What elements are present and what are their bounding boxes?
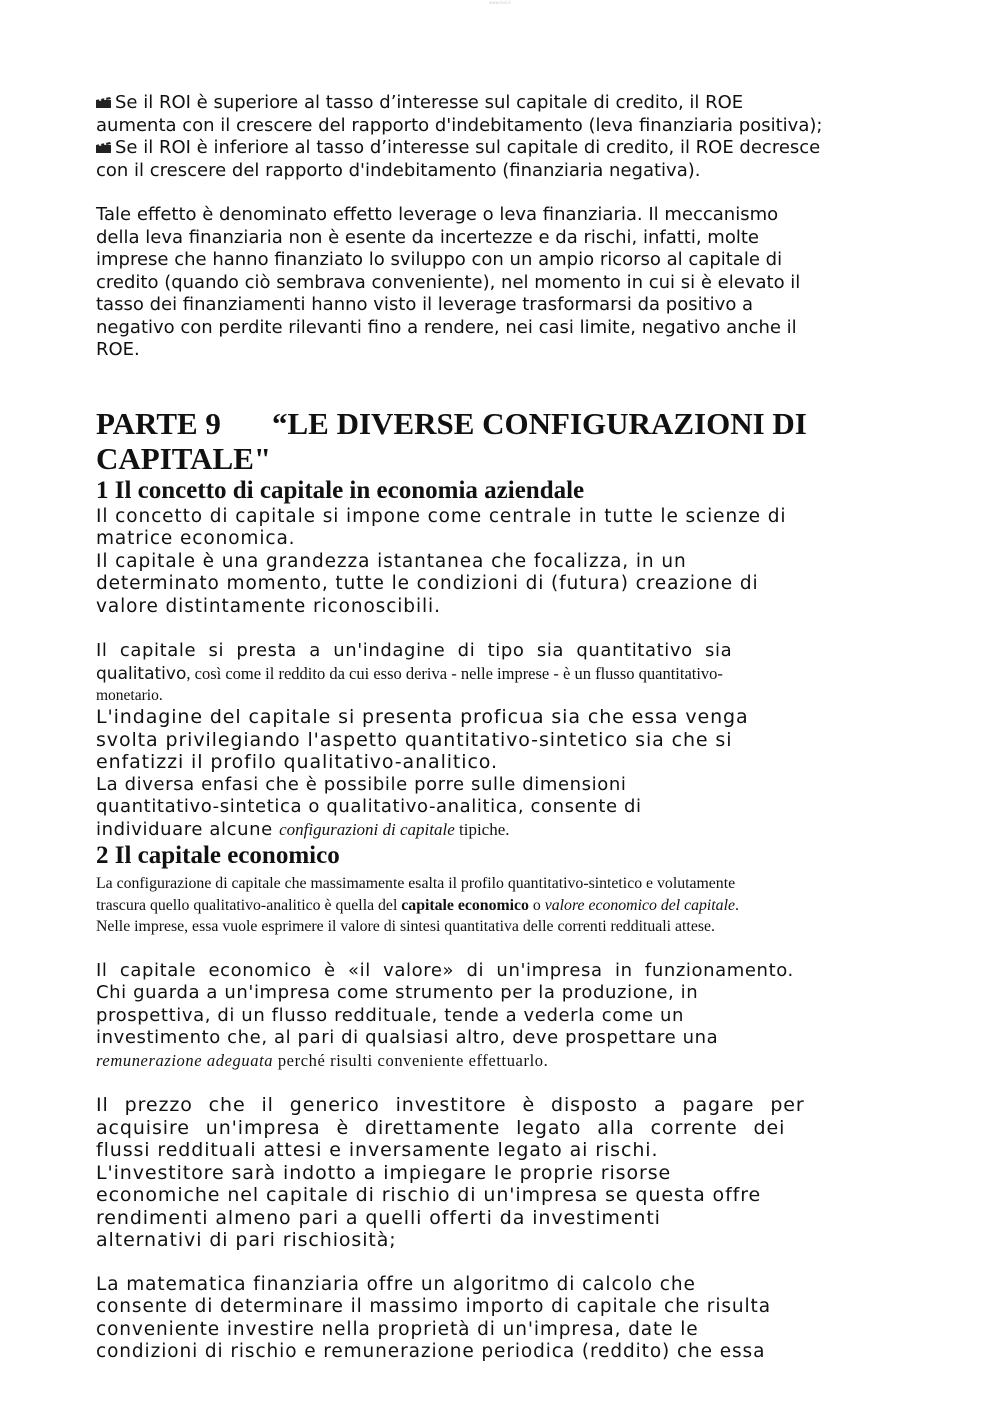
part-title-text: “LE DIVERSE CONFIGURAZIONI DI xyxy=(272,405,807,441)
part-title xyxy=(96,406,926,476)
text-line: L'indagine del capitale si presenta proficua sia che essa venga xyxy=(96,706,749,728)
bullet-text: con il crescere del rapporto d'indebitamento (finanziaria negativa). xyxy=(96,159,701,181)
text-line: rendimenti almeno pari a quelli offerti da investimenti xyxy=(96,1206,661,1229)
text-line: valore distintamente riconoscibili. xyxy=(96,595,441,617)
section-title: 1 Il concetto di capitale in economia aziendale xyxy=(96,476,585,504)
section2-paragraph-e xyxy=(96,1094,926,1252)
text-line: La configurazione di capitale che massimamente esalta il profilo quantitativo-sintetico e volutamente xyxy=(96,875,736,892)
text-line: Il capitale è una grandezza istantanea che focalizza, in un xyxy=(96,550,687,572)
bullet-item xyxy=(96,92,926,137)
text-fragment: tipiche. xyxy=(454,819,510,839)
text-line: tasso dei finanziamenti hanno visto il leverage trasformarsi da positivo a xyxy=(96,294,754,315)
page-header-mark: www.tesi.it xyxy=(489,0,511,5)
text-line: Il concetto di capitale si impone come centrale in tutte le scienze di xyxy=(96,505,787,527)
section1-paragraph-a xyxy=(96,506,926,619)
text-line xyxy=(96,1050,926,1073)
text-fragment: remunerazione adeguata xyxy=(96,1050,274,1070)
section2-intro xyxy=(96,873,926,938)
document-body xyxy=(96,92,926,1364)
text-fragment: trascura quello qualitativo-analitico è quella del xyxy=(96,896,402,914)
text-line: L'investitore sarà indotto a impiegare le proprie risorse xyxy=(96,1161,672,1184)
section-title: 2 Il capitale economico xyxy=(96,842,340,869)
text-fragment: perché risulti conveniente effettuarlo. xyxy=(273,1050,549,1070)
text-line xyxy=(96,895,926,917)
text-line: Il capitale si presta a un'indagine di tipo sia quantitativo sia xyxy=(96,640,733,661)
text-line: imprese che hanno finanziato lo sviluppo con un ampio ricorso al capitale di xyxy=(96,249,783,270)
text-line: Il capitale economico è «il valore» di un'impresa in funzionamento. xyxy=(96,959,794,981)
text-line: flussi reddituali attesi e inversamente legato ai rischi. xyxy=(96,1139,659,1161)
text-line: condizioni di rischio e remunerazione periodica (reddito) che essa xyxy=(96,1341,766,1362)
text-fragment: capitale economico xyxy=(401,896,529,914)
part-title-line xyxy=(96,406,926,441)
clapperboard-icon xyxy=(96,142,113,153)
text-line: credito (quando ciò sembrava conveniente), nel momento in cui si è elevato il xyxy=(96,271,801,293)
text-fragment: configurazioni di capitale xyxy=(279,819,455,839)
section2-paragraph-f xyxy=(96,1274,926,1364)
bullet-text: Se il ROI è superiore al tasso d’interesse sul capitale di credito, il ROE xyxy=(115,92,744,113)
text-line: acquisire un'impresa è direttamente legato alla corrente dei xyxy=(96,1116,786,1139)
bullet-list xyxy=(96,92,926,182)
text-line: conveniente investire nella proprietà di un'impresa, date le xyxy=(96,1318,699,1340)
leverage-paragraph xyxy=(96,204,926,362)
text-line: monetario. xyxy=(96,687,163,704)
section1-paragraph-b xyxy=(96,640,926,706)
text-fragment: . xyxy=(734,896,739,914)
text-line: Chi guarda a un'impresa come strumento per la produzione, in xyxy=(96,982,699,1003)
bullet-text: Se il ROI è inferiore al tasso d’interesse sul capitale di credito, il ROE decresce xyxy=(115,137,821,158)
text-line: negativo con perdite rilevanti fino a rendere, nei casi limite, negativo anche il xyxy=(96,316,797,338)
text-line: economiche nel capitale di rischio di un'impresa se questa offre xyxy=(96,1184,762,1206)
text-line: della leva finanziaria non è esente da incertezze e da rischi, infatti, molte xyxy=(96,226,759,248)
text-fragment: o xyxy=(528,896,545,914)
text-line xyxy=(96,819,926,842)
text-line: enfatizzi il profilo qualitativo-analitico. xyxy=(96,751,498,773)
section2-paragraph-d xyxy=(96,960,926,1073)
part-number: PARTE 9 xyxy=(96,405,221,441)
text-line: determinato momento, tutte le condizioni di (futura) creazione di xyxy=(96,573,759,594)
text-line: investimento che, al pari di qualsiasi altro, deve prospettare una xyxy=(96,1027,719,1048)
bullet-text: aumenta con il crescere del rapporto d'indebitamento (leva finanziaria positiva); xyxy=(96,114,823,136)
text-line: Il prezzo che il generico investitore è disposto a pagare per xyxy=(96,1094,805,1116)
text-line: La matematica finanziaria offre un algoritmo di calcolo che xyxy=(96,1273,696,1295)
text-line: svolta privilegiando l'aspetto quantitativo-sintetico sia che si xyxy=(96,728,733,751)
text-line xyxy=(96,663,926,686)
text-line: ROE. xyxy=(96,339,140,360)
text-fragment: individuare alcune xyxy=(96,818,280,840)
text-line: Nelle imprese, essa vuole esprimere il valore di sintesi quantitativa delle correnti reddituali attese. xyxy=(96,918,715,935)
bullet-line xyxy=(96,137,926,160)
text-line: matrice economica. xyxy=(96,528,296,549)
text-line: quantitativo-sintetica o qualitativo-analitica, consente di xyxy=(96,796,642,817)
part-title-text: CAPITALE" xyxy=(96,440,272,476)
bullet-line xyxy=(96,92,926,115)
section1-paragraph-c xyxy=(96,706,926,841)
text-line: prospettiva, di un flusso reddituale, tende a vederla come un xyxy=(96,1004,684,1026)
text-line: consente di determinare il massimo importo di capitale che risulta xyxy=(96,1296,771,1317)
text-line: La diversa enfasi che è possibile porre sulle dimensioni xyxy=(96,773,627,795)
text-fragment: valore economico del capitale xyxy=(544,896,735,914)
text-fragment: qualitativo xyxy=(96,663,187,684)
clapperboard-icon xyxy=(96,97,113,108)
text-line: Tale effetto è denominato effetto leverage o leva finanziaria. Il meccanismo xyxy=(96,204,779,225)
bullet-item xyxy=(96,137,926,182)
text-line: alternativi di pari rischiosità; xyxy=(96,1229,397,1251)
text-fragment: , così come il reddito da cui esso deriva - nelle imprese - è un flusso quantitativo- xyxy=(186,663,723,683)
